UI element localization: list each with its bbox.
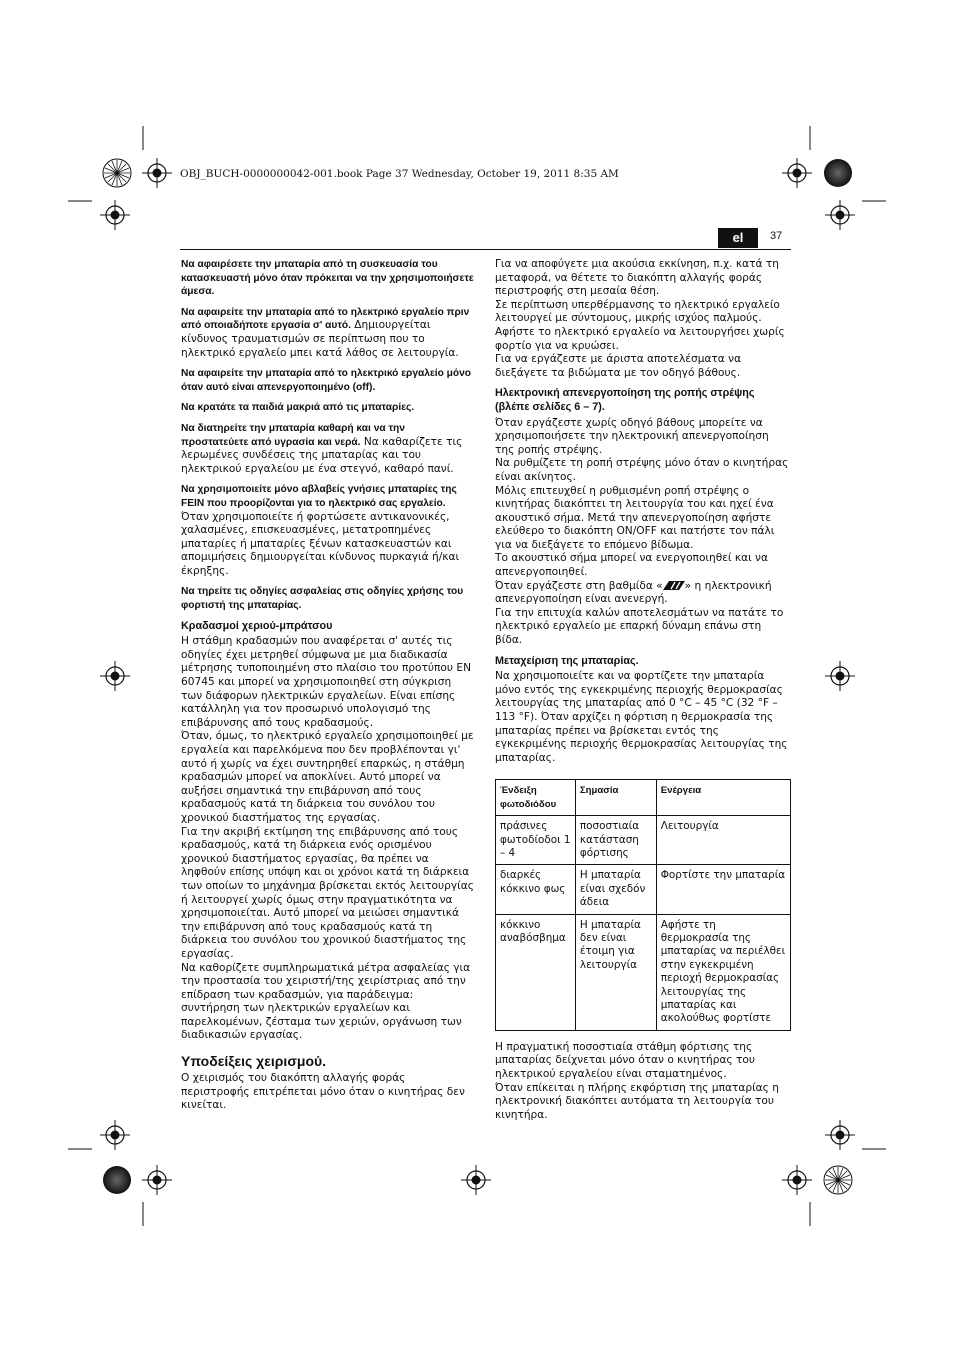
warning-bold: Να τηρείτε τις οδηγίες ασφαλείας στις οδηγίες χρήσης του φορτιστή της μπαταρίας. xyxy=(181,586,464,612)
table-cell: πράσινες φωτοδίοδοι 1 – 4 xyxy=(496,816,576,865)
body-paragraph: Να καθορίζετε συμπληρωματικά μέτρα ασφαλείας για την προστασία του χειριστή/της χειρίστριας από την επίδραση των κραδασμών, για παράδειγμα: συντήρηση των ηλεκτρικών εργαλείων και παρελκομένων, ζέσταμα των χεριών, οργάνωση των διαδικασιών εργασίας. xyxy=(181,961,471,1042)
body-paragraph: Σε περίπτωση υπερθέρμανσης το ηλεκτρικό εργαλείο λειτουργεί με σύντομους, μικρής ισχύος παλμούς. Αφήστε το ηλεκτρικό εργαλείο να λειτουργήσει χωρίς φορτίο για να κρυώσει. xyxy=(495,298,785,352)
warning-bold: Να χρησιμοποιείτε μόνο αβλαβείς γνήσιες μπαταρίες της FEIN που προορίζονται για το ηλεκτρικό σας εργαλείο. xyxy=(181,484,457,509)
table-header: Ενέργεια xyxy=(656,780,790,816)
table-header: Ένδειξη φωτοδιόδου xyxy=(496,780,576,816)
drill-setting-icon xyxy=(663,581,685,590)
language-tab: el xyxy=(718,228,758,248)
body-paragraph: Όταν επίκειται η πλήρης εκφόρτιση της μπαταρίας η ηλεκτρονική διακόπτει αυτόματα τη λειτουργία του κινητήρα. xyxy=(495,1081,779,1121)
warning-text: Δημιουργείται κίνδυνος τραυματισμών σε περίπτωση που το ηλεκτρικό εργαλείο μπει κατά λάθος σε λειτουργία. xyxy=(181,319,459,359)
left-column xyxy=(181,258,475,1120)
warning-text: Να καθαρίζετε τις λερωμένες συνδέσεις της μπαταρίας και του ηλεκτρικού εργαλείου με ένα στεγνό, καθαρό πανί. xyxy=(181,435,463,475)
warning-paragraph xyxy=(181,367,475,394)
warning-text: Όταν χρησιμοποιείτε ή φορτώσετε αντικανονικές, χαλασμένες, επισκευασμένες, μετατροπημένες μπαταρίες ή μπαταρίες ξένων κατασκευαστών και απομιμήσεις δημιουργείται κίνδυνος πυρκαγιά ή/και έκρηξης. xyxy=(181,510,460,577)
body-paragraph: Όταν εργάζεστε χωρίς οδηγό βάθους μπορείτε να χρησιμοποιήσετε την ηλεκτρονική απενεργοποίηση της ροπής στρέψης. xyxy=(495,416,769,456)
led-table xyxy=(495,779,791,1031)
book-info-line: OBJ_BUCH-0000000042-001.book Page 37 Wednesday, October 19, 2011 8:35 AM xyxy=(180,168,619,180)
body-paragraph: Για να αποφύγετε μια ακούσια εκκίνηση, π.χ. κατά τη μεταφορά, να θέτετε το διακόπτη αλλαγής φοράς περιστροφής στη μεσαία θέση. xyxy=(495,258,779,298)
table-cell: ποσοστιαία κατάσταση φόρτισης xyxy=(575,816,656,865)
body-paragraph: Η πραγματική ποσοστιαία στάθμη φόρτισης της μπαταρίας δείχνεται μόνο όταν ο κινητήρας του ηλεκτρικού εργαλείου είναι σταματημένος. xyxy=(495,1040,756,1081)
page-number: 37 xyxy=(770,230,783,242)
body-paragraph: Για να εργάζεστε με άριστα αποτελέσματα να διεξάγετε τα βιδώματα με τον οδηγό βάθους. xyxy=(495,353,742,379)
torque-heading: Ηλεκτρονική απενεργοποίηση της ροπής στρέψης (βλέπε σελίδες 6 – 7). xyxy=(495,387,755,413)
warning-paragraph xyxy=(181,306,475,360)
table-cell: Αφήστε τη θερμοκρασία της μπαταρίας να περιέλθει στην εγκεκριμένη περιοχή θερμοκρασίας λειτουργίας της μπαταρίας και ακολούθως φορτίστε xyxy=(656,914,790,1030)
table-row xyxy=(496,865,791,914)
warning-bold: Να αφαιρείτε την μπαταρία από το ηλεκτρικό εργαλείο μόνο όταν αυτό είναι απενεργοποιημένο (off). xyxy=(181,368,472,393)
warning-bold: Να κρατάτε τα παιδιά μακριά από τις μπαταρίες. xyxy=(181,402,415,414)
body-paragraph: Να χρησιμοποιείτε και να φορτίζετε την μπαταρία μόνο εντός της εγκεκριμένης περιοχής θερμοκρασίας λειτουργίας της μπαταρίας από 0 °C – 45 °C (32 °F – 113 °F). Όταν αρχίζει η φόρτιση η θερμοκρασία της μπαταρίας πρέπει να βρίσκεται εντός της εγκεκριμένης περιοχής θερμοκρασίας λειτουργίας της μπαταρίας. xyxy=(495,670,788,764)
battery-heading: Μεταχείριση της μπαταρίας. xyxy=(495,654,639,667)
warning-paragraph xyxy=(181,483,475,578)
body-paragraph: Για την επιτυχία καλών αποτελεσμάτων να πατάτε το ηλεκτρικό εργαλείο με επαρκή δύναμη επάνω στη βίδα. xyxy=(495,606,784,647)
table-row xyxy=(496,816,791,865)
body-paragraph: Η στάθμη κραδασμών που αναφέρεται σ' αυτές τις οδηγίες έχει μετρηθεί σύμφωνα με μια διαδικασία μέτρησης τυποποιημένη στο πλαίσιο του προτύπου EN 60745 και μπορεί να χρησιμοποιηθεί στη σύγκριση των διάφορων ηλεκτρικών εργαλείων. Είναι επίσης κατάλληλη για τον προσωρινό υπολογισμό της επιβάρυνσης από τους κραδασμούς. xyxy=(181,635,472,729)
header-rule xyxy=(180,249,791,250)
table-cell: Λειτουργία xyxy=(656,816,790,865)
warning-bold: Να διατηρείτε την μπαταρία καθαρή και να την προστατεύετε από υγρασία και νερά. xyxy=(181,422,405,448)
warning-paragraph xyxy=(181,422,475,476)
operating-heading: Υποδείξεις χειρισμού. xyxy=(181,1053,327,1070)
warning-bold: Να αφαιρέσετε την μπαταρία από τη συσκευασία του κατασκευαστή μόνο όταν πρόκειται να την χρησιμοποιήσετε άμεσα. xyxy=(181,259,474,298)
body-paragraph: Ο χειρισμός του διακόπτη αλλαγής φοράς περιστροφής επιτρέπεται μόνο όταν ο κινητήρας δεν κινείται. xyxy=(181,1072,465,1112)
table-cell: Φορτίστε την μπαταρία xyxy=(656,865,790,914)
warning-paragraph xyxy=(181,585,475,612)
table-cell: Η μπαταρία δεν είναι έτοιμη για λειτουργία xyxy=(575,914,656,1030)
body-paragraph: Να ρυθμίζετε τη ροπή στρέψης μόνο όταν ο κινητήρας είναι ακίνητος. xyxy=(495,457,789,483)
warning-paragraph xyxy=(181,258,475,299)
vibration-heading: Κραδασμοί χεριού-μπράτσου xyxy=(181,619,333,632)
table-header-row xyxy=(496,780,791,816)
right-column xyxy=(495,258,791,1122)
table-cell: διαρκές κόκκινο φως xyxy=(496,865,576,914)
body-paragraph: Για την ακριβή εκτίμηση της επιβάρυνσης από τους κραδασμούς, κατά τη διάρκεια ενός ορισμένου χρονικού διαστήματος εργασίας, θα πρέπει να ληφθούν επίσης υπόψη και οι χρόνοι κατά τη διάρκεια των οποίων το μηχάνημα βρίσκεται εκτός λειτουργίας ή λειτουργεί χωρίς όμως στην πραγματικότητα να χρησιμοποιείται. Αυτό μπορεί να μειώσει σημαντικά την επιβάρυνση από τους κραδασμούς κατά τη διάρκεια του συνόλου του χρονικού διαστήματος της εργασίας. xyxy=(181,825,474,960)
warning-paragraph xyxy=(181,401,475,415)
table-cell: Η μπαταρία είναι σχεδόν άδεια xyxy=(575,865,656,914)
table-header: Σημασία xyxy=(575,780,656,816)
text-fragment: Όταν εργάζεστε στη βαθμίδα « xyxy=(495,579,663,592)
body-paragraph: Όταν, όμως, το ηλεκτρικό εργαλείο χρησιμοποιηθεί με εργαλεία και παρελκόμενα που δεν προβλέπονται γι' αυτό ή χωρίς να έχει συντηρηθεί επαρκώς, η στάθμη κραδασμών μπορεί να αποκλίνει. Αυτό μπορεί να αυξήσει σημαντικά την επιβάρυνση από τους κραδασμούς κατά τη διάρκεια του συνόλου του χρονικού διαστήματος της εργασίας. xyxy=(181,730,474,824)
warning-bold: Να αφαιρείτε την μπαταρία από το ηλεκτρικό εργαλείο πριν από οποιαδήποτε εργασία σ' αυτό. xyxy=(181,306,470,332)
body-paragraph: Μόλις επιτευχθεί η ρυθμισμένη ροπή στρέψης ο κινητήρας διακόπτει τη λειτουργία του και ηχεί ένα ακουστικό σήμα. Μετά την απενεργοποίηση αφήστε ελεύθερο το διακόπτη ON/OFF και πατήστε τον πάλι για να διεξάγετε το επόμενο βίδωμα. xyxy=(495,484,775,551)
body-paragraph xyxy=(495,580,791,607)
text-fragment: » η ηλεκτρονική απενεργοποίηση είναι ανενεργή. xyxy=(495,579,772,606)
table-cell: κόκκινο αναβόσβημα xyxy=(496,914,576,1030)
body-paragraph: Το ακουστικό σήμα μπορεί να ενεργοποιηθεί και να απενεργοποιηθεί. xyxy=(495,552,768,579)
table-row xyxy=(496,914,791,1030)
